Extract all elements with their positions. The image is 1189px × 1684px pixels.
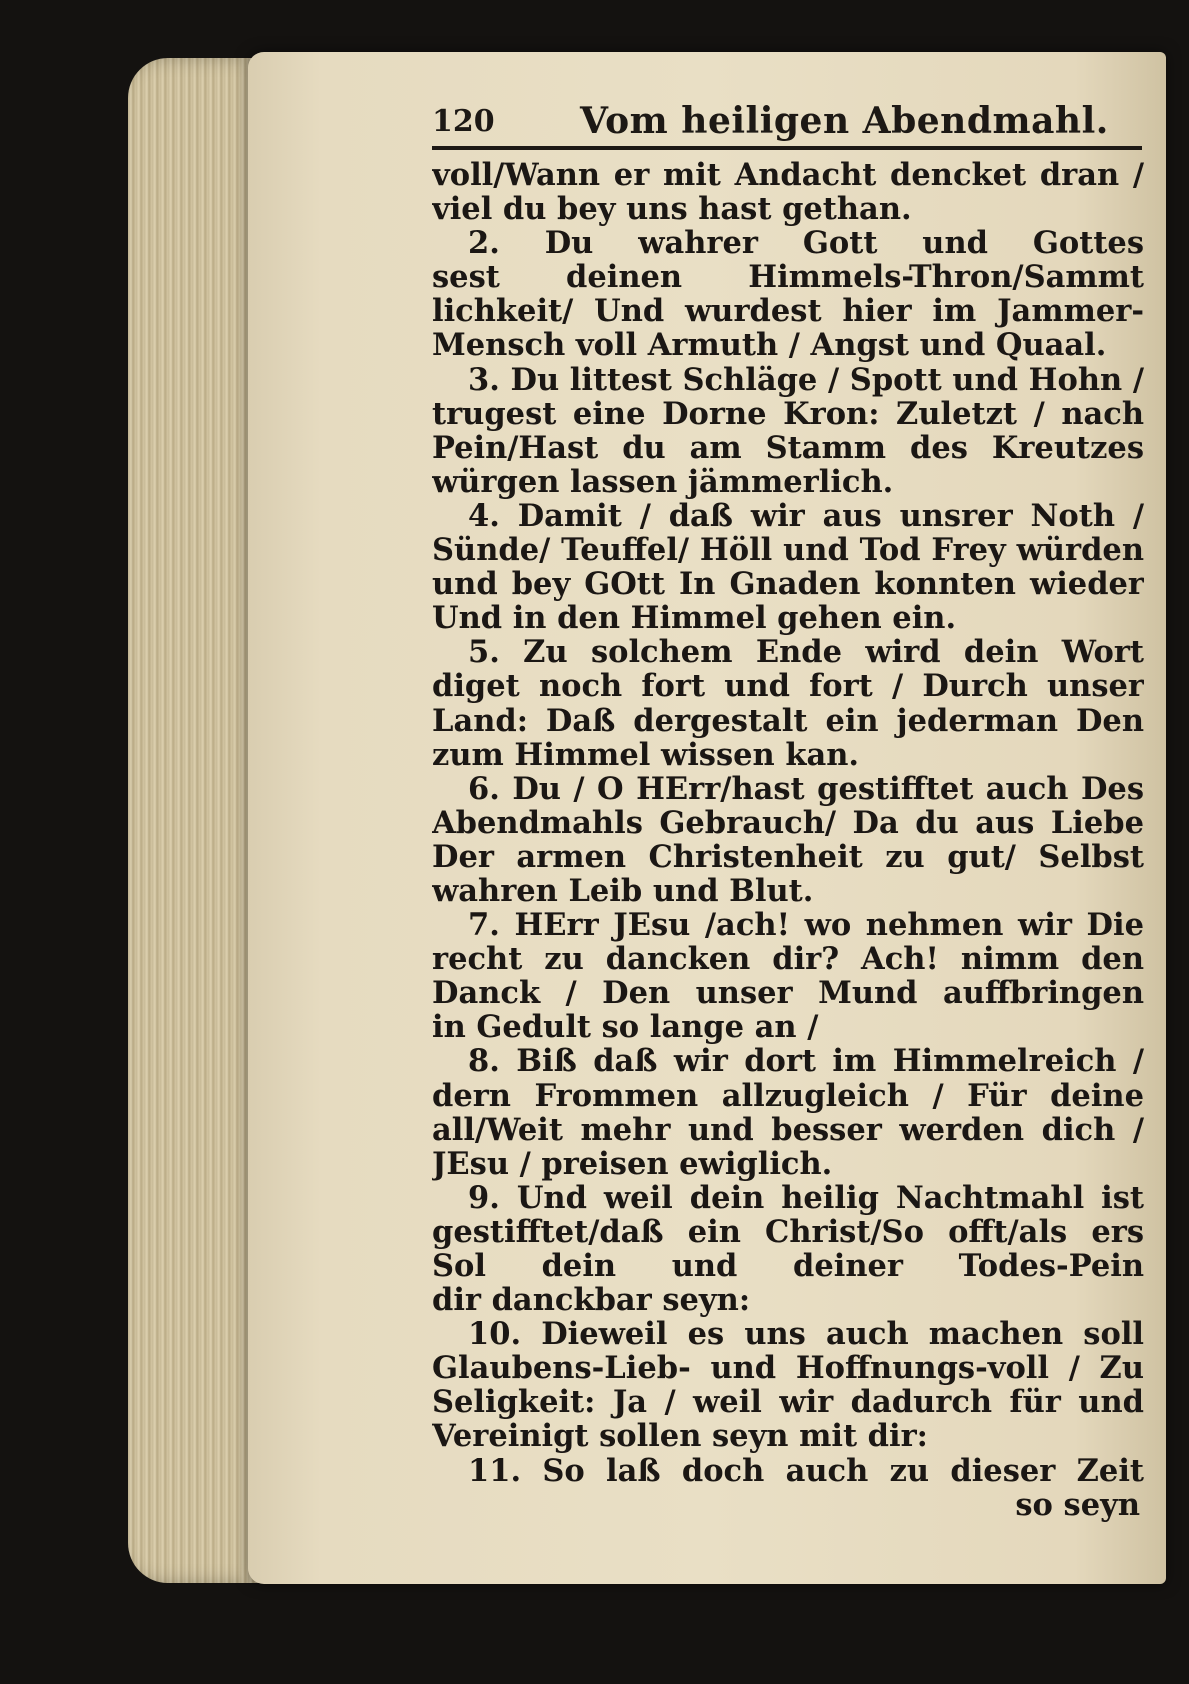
- text-line: so seyn: [1015, 1487, 1140, 1522]
- text-line: 10. Dieweil es uns auch machen soll: [468, 1317, 1144, 1352]
- text-line: Mensch voll Armuth / Angst und Quaal.: [432, 328, 1107, 363]
- text-line: viel du bey uns hast gethan.: [432, 192, 912, 227]
- text-line: Land: Daß dergestalt ein jederman Den: [432, 703, 1144, 738]
- text-line: Seligkeit: Ja / weil wir dadurch für und: [432, 1385, 1144, 1420]
- text-line: dern Frommen allzugleich / Für deine: [432, 1078, 1144, 1113]
- text-line: gestifftet/daß ein Christ/So offt/als ers: [432, 1214, 1144, 1249]
- text-line: 3. Du littest Schläge / Spott und Hohn /: [468, 362, 1144, 397]
- text-line: voll/Wann er mit Andacht dencket dran /: [432, 158, 1144, 193]
- text-line: Abendmahls Gebrauch/ Da du aus Liebe: [432, 805, 1144, 840]
- text-line: 2. Du wahrer Gott und Gottes: [468, 226, 1144, 261]
- text-line: Vereinigt sollen seyn mit dir:: [432, 1419, 928, 1454]
- text-line: würgen lassen jämmerlich.: [432, 464, 894, 499]
- text-line: Pein/Hast du am Stamm des Kreutzes: [432, 430, 1144, 465]
- text-line: und bey GOtt In Gnaden konnten wieder: [432, 567, 1144, 602]
- page-number: 120: [432, 104, 495, 139]
- page-header: [432, 100, 1142, 150]
- text-line: 5. Zu solchem Ende wird dein Wort: [468, 635, 1144, 670]
- text-line: 7. HErr JEsu /ach! wo nehmen wir Die: [468, 908, 1144, 943]
- text-line: zum Himmel wissen kan.: [432, 737, 860, 772]
- text-line: sest deinen Himmels-Thron/Sammt: [432, 260, 1144, 295]
- text-line: 8. Biß daß wir dort im Himmelreich /: [468, 1044, 1144, 1079]
- running-head: Vom heiligen Abendmahl.: [580, 100, 1109, 142]
- text-line: Sol dein und deiner Todes-Pein: [432, 1249, 1144, 1284]
- text-line: Danck / Den unser Mund auffbringen: [432, 976, 1144, 1011]
- hymn-text: [432, 158, 1144, 1522]
- text-line: wahren Leib und Blut.: [432, 873, 814, 909]
- text-line: lichkeit/ Und wurdest hier im Jammer-: [432, 294, 1144, 329]
- text-line: Der armen Christenheit zu gut/ Selbst: [432, 839, 1144, 874]
- text-line: diget noch fort und fort / Durch unser: [432, 669, 1144, 704]
- text-line: all/Weit mehr und besser werden dich /: [432, 1112, 1144, 1147]
- text-line: recht zu dancken dir? Ach! nimm den: [432, 942, 1144, 977]
- text-line: JEsu / preisen ewiglich.: [432, 1146, 833, 1181]
- text-line: Und in den Himmel gehen ein.: [432, 601, 957, 636]
- text-line: dir danckbar seyn:: [432, 1283, 751, 1318]
- text-line: 6. Du / O HErr/hast gestifftet auch Des: [468, 771, 1144, 806]
- text-line: 4. Damit / daß wir aus unsrer Noth /: [468, 498, 1144, 534]
- text-line: 9. Und weil dein heilig Nachtmahl ist: [468, 1180, 1144, 1215]
- text-line: 11. So laß doch auch zu dieser Zeit: [468, 1453, 1144, 1488]
- text-line: in Gedult so lange an /: [432, 1010, 819, 1045]
- text-line: Glaubens-Lieb- und Hoffnungs-voll / Zu: [432, 1351, 1144, 1386]
- text-line: Sünde/ Teuffel/ Höll und Tod Frey würden: [432, 533, 1144, 568]
- text-line: trugest eine Dorne Kron: Zuletzt / nach: [432, 396, 1144, 431]
